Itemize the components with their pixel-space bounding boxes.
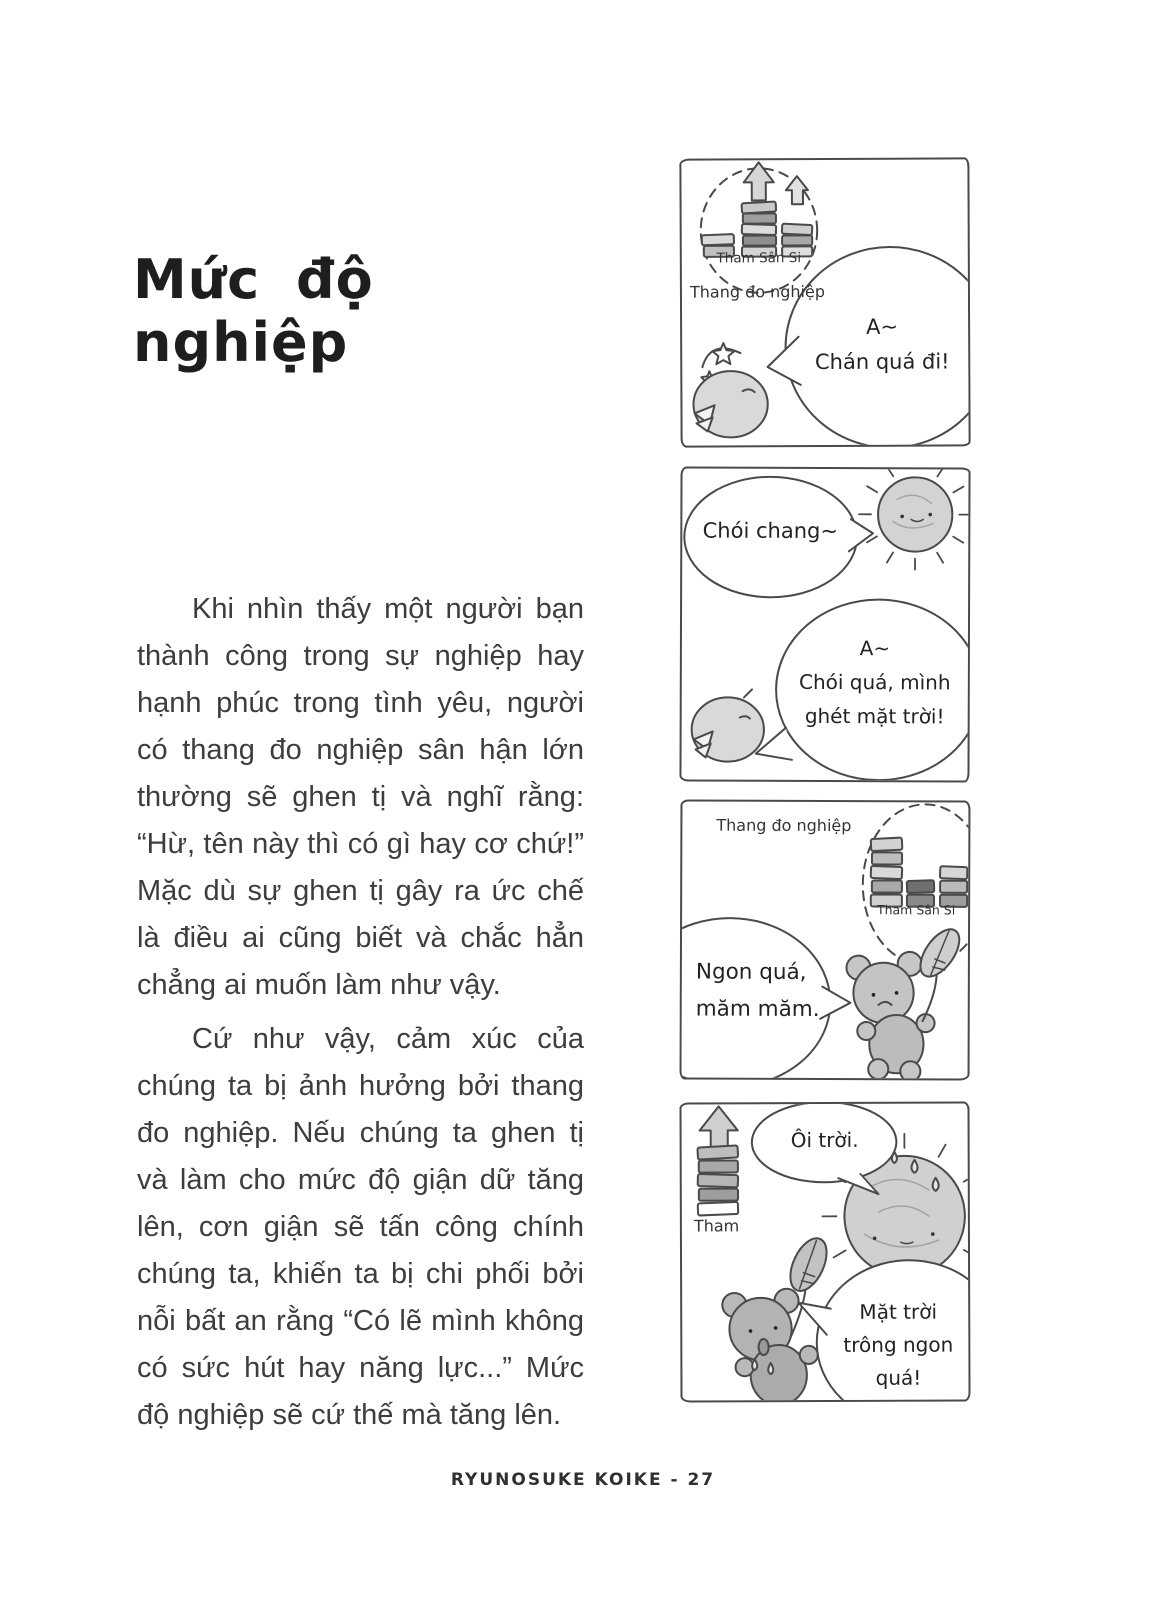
star-icon [712,343,734,364]
karma-scale-label: Thang đo nghiệp [716,815,852,836]
panel1-artwork [681,159,968,445]
sun-speech-text: Ôi trời. [790,1127,859,1153]
rising-arrow-icon [786,176,808,204]
drool-drop [752,1359,757,1370]
leaf [913,923,967,1022]
bear-speech-text: Ngon quá, măm măm. [695,959,820,1022]
comic-panel-1 [679,157,970,447]
bear-paw [736,1358,754,1376]
article-body [137,586,584,1446]
karma-scale-label: Thang đo nghiệp [689,282,826,302]
bear-speech-text: Mặt trời trông ngon quá! [843,1299,954,1390]
bear-tongue [759,1339,769,1355]
page-title: Mức độ nghiệp [133,248,374,374]
karma-chart-label: Tham [693,1216,740,1236]
bear-paw [857,1022,875,1040]
bear-foot [900,1061,920,1078]
karma-bar-chart [701,162,812,257]
sun-face [878,477,953,551]
sweat-drop [911,1160,917,1173]
bird-speech-text: A~ Chói quá, mình ghét mặt trời! [798,636,951,729]
comic-panel-4 [679,1101,970,1402]
bird-character [692,689,765,761]
rising-arrow-icon [700,1106,738,1148]
comic-panel-3 [680,799,971,1080]
karma-chart-label: Tham Sân Si [876,902,956,918]
bear-character [846,922,967,1078]
drool-drop [768,1363,773,1374]
bird-character [693,343,768,438]
karma-bar-chart [697,1106,738,1215]
karma-chart-label: Tham Sân Si [716,250,802,267]
page-footer: RYUNOSUKE KOIKE - 27 [450,1470,716,1490]
sweat-drop [933,1178,939,1191]
bear-head [853,963,913,1023]
bird-speech-text: A~ Chán quá đi! [814,314,950,375]
karma-bar-chart [870,837,967,906]
rising-arrow-icon [744,162,774,200]
sun-speech-text: Chói chang~ [702,518,839,544]
bear-paw [800,1346,818,1364]
paragraph-1: Khi nhìn thấy một người bạn thành công trong sự nghiệp hay hạnh phúc trong tình yêu, người có thang đo nghiệp sân hận lớn thường sẽ ghen tị và nghĩ rằng: “Hừ, tên này thì có gì hay cơ chứ!” Mặc dù sự ghen tị gây ra ức chế là điều ai cũng biết và chắc hẳn chẳng ai muốn làm như vậy. [137,593,584,1001]
comic-panel-2 [679,466,970,782]
panel2-artwork [681,469,968,781]
paragraph-2: Cứ như vậy, cảm xúc của chúng ta bị ảnh hưởng bởi thang đo nghiệp. Nếu chúng ta ghen tị và làm cho mức độ giận dữ tăng lên, cơn giận sẽ tấn công chính chúng ta, khiến ta bị chi phối bởi nỗi bất an rằng “Có lẽ mình không có sức hút hay năng lực...” Mức độ nghiệp sẽ cứ thế mà tăng lên. [137,1023,584,1431]
bear-body [751,1345,807,1401]
bird-tuft [744,689,752,697]
panel3-artwork [682,802,969,1079]
bear-foot [868,1059,888,1078]
sun [859,469,969,570]
